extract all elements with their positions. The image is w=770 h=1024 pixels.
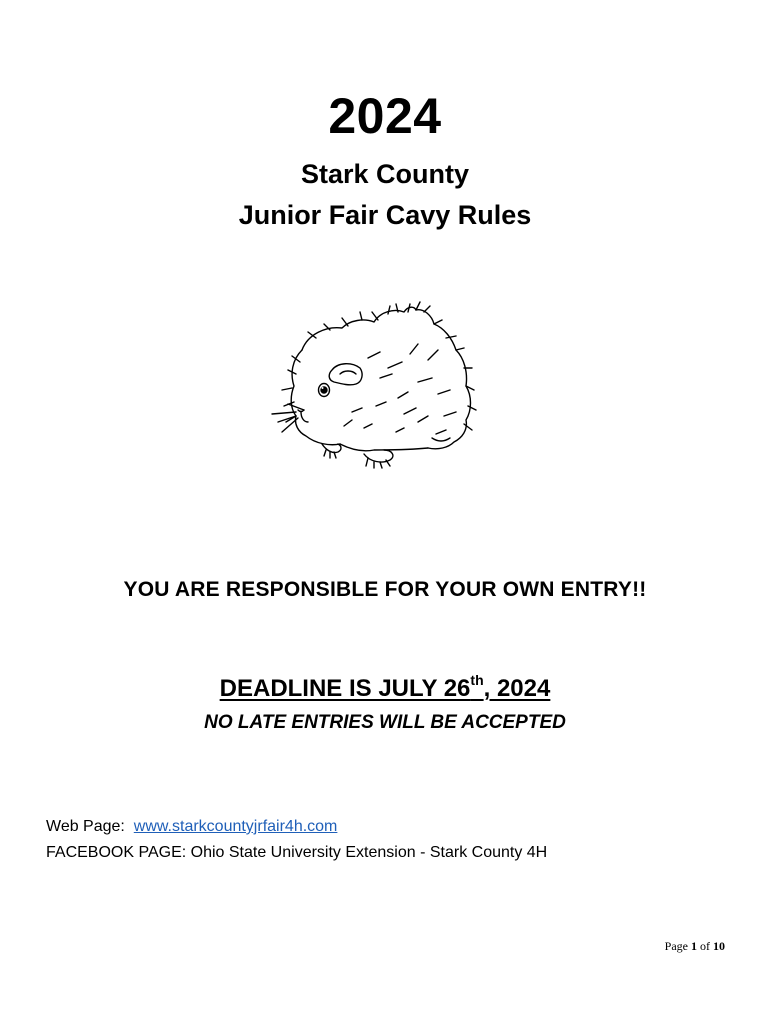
deadline-ordinal-suffix: th (470, 672, 484, 688)
page-current: 1 (691, 939, 697, 953)
year-heading: 2024 (328, 88, 442, 144)
of-word: of (700, 939, 710, 953)
page-number (665, 938, 725, 954)
deadline-prefix: DEADLINE IS JULY 26 (219, 675, 471, 702)
responsibility-notice: YOU ARE RESPONSIBLE FOR YOUR OWN ENTRY!! (123, 578, 647, 601)
document-title: Junior Fair Cavy Rules (238, 200, 532, 230)
web-page-line (46, 816, 337, 838)
county-heading: Stark County (300, 159, 470, 189)
page-word: Page (664, 939, 688, 953)
deadline-year: , 2024 (483, 675, 551, 702)
page-total: 10 (713, 939, 725, 953)
guinea-pig-drawing-icon (268, 298, 480, 470)
deadline-text (219, 672, 551, 702)
no-late-entries-notice: NO LATE ENTRIES WILL BE ACCEPTED (204, 712, 566, 733)
facebook-page-line: FACEBOOK PAGE: Ohio State University Extension - Stark County 4H (46, 844, 548, 861)
web-page-label: Web Page: (46, 818, 125, 835)
deadline-heading (0, 672, 770, 706)
web-page-link[interactable]: www.starkcountyjrfair4h.com (133, 818, 338, 835)
